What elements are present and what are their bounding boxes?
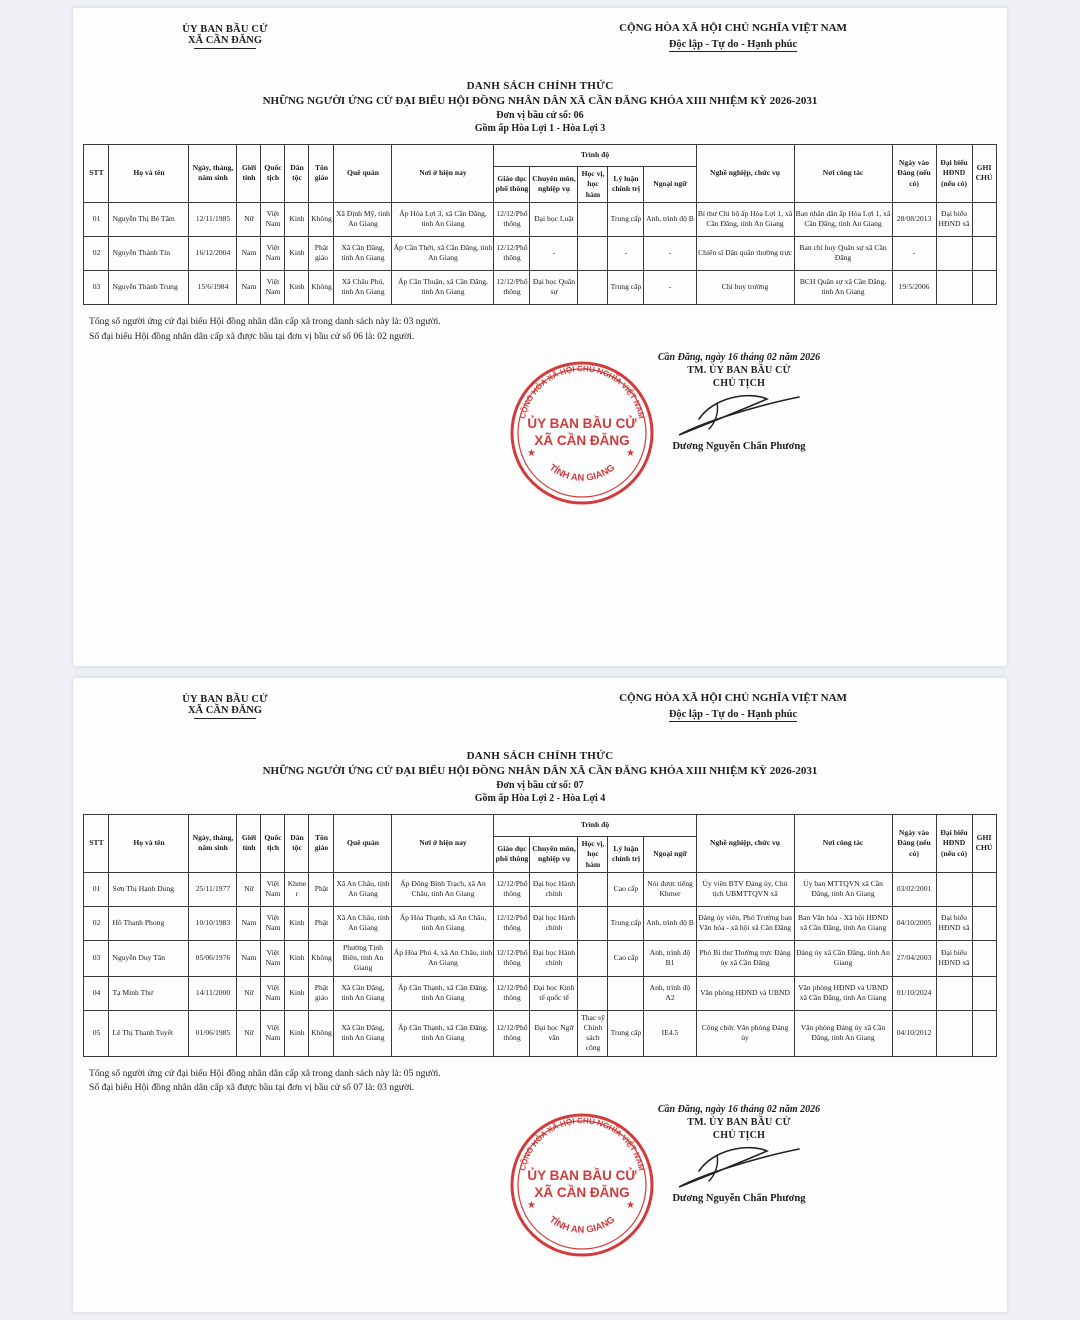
summary-block xyxy=(89,315,1007,345)
doc-title-line1: DANH SÁCH CHÍNH THỨC xyxy=(466,80,614,92)
table-cell: Ấp Hòa Thạnh, xã An Châu, tỉnh An Giang xyxy=(392,906,494,940)
table-cell: 04 xyxy=(84,976,109,1010)
table-cell: Xã Châu Phú, tỉnh An Giang xyxy=(334,270,392,304)
table-cell: 12/11/1985 xyxy=(189,202,237,236)
svg-text:XÃ CẦN ĐĂNG: XÃ CẦN ĐĂNG xyxy=(534,433,630,449)
table-cell: Nguyễn Thị Bé Tâm xyxy=(109,202,189,236)
table-cell: Xã Cần Đăng, tỉnh An Giang xyxy=(334,976,392,1010)
table-cell: 12/12/Phổ thông xyxy=(494,202,530,236)
table-header xyxy=(84,815,996,873)
signature-block xyxy=(518,352,949,485)
table-cell: Trung cấp xyxy=(608,906,644,940)
col-que-quan: Quê quán xyxy=(334,145,392,203)
table-row xyxy=(84,202,996,236)
col-quoc-tich: Quốc tịch xyxy=(261,145,285,203)
table-cell: 03/02/2001 xyxy=(892,872,936,906)
summary-line-total: Tổng số người ứng cử đại biểu Hội đồng nhân dân cấp xã trong danh sách này là: 05 người. xyxy=(89,1067,441,1079)
table-cell: - xyxy=(530,236,578,270)
table-cell: Đại học Quân sự xyxy=(530,270,578,304)
table-cell: Ban Văn hóa - Xã hội HĐND xã Cần Đăng, tỉnh An Giang xyxy=(794,906,892,940)
table-cell: Sơn Thị Hạnh Dung xyxy=(109,872,189,906)
table-cell: Lê Thị Thanh Tuyết xyxy=(109,1010,189,1056)
col-group-trinh-do: Trình độ xyxy=(494,815,696,837)
table-cell: Phật giáo xyxy=(309,236,334,270)
table-cell: Nữ xyxy=(237,976,261,1010)
table-cell: 12/12/Phổ thông xyxy=(494,270,530,304)
table-cell: 01/06/1985 xyxy=(189,1010,237,1056)
table-cell: 04/10/2005 xyxy=(892,906,936,940)
table-cell: Anh, trình độ B1 xyxy=(644,940,696,976)
document-title-block xyxy=(73,750,1007,804)
table-cell: 25/11/1977 xyxy=(189,872,237,906)
svg-text:★: ★ xyxy=(527,448,536,460)
table-cell: Nói được tiếng Khmer xyxy=(644,872,696,906)
table-cell: 04/10/2012 xyxy=(892,1010,936,1056)
table-cell: - xyxy=(644,270,696,304)
doc-title-line2: NHỮNG NGƯỜI ỨNG CỬ ĐẠI BIỂU HỘI ĐỒNG NHÂN DÂN XÃ CẦN ĐĂNG KHÓA XIII NHIỆM KỲ 2026-2031 xyxy=(262,95,818,107)
table-cell xyxy=(578,940,608,976)
election-unit-line: Đơn vị bầu cử số: 06 xyxy=(496,110,584,121)
summary-line-elected: Số đại biểu Hội đồng nhân dân cấp xã được bầu tại đơn vị bầu cử số 06 là: 02 người. xyxy=(89,330,415,342)
handwritten-signature xyxy=(639,389,839,441)
table-cell: Ấp Cần Thới, xã Cần Đăng, tỉnh An Giang xyxy=(392,236,494,270)
table-header xyxy=(84,145,996,203)
table-cell: Khmer xyxy=(285,872,309,906)
table-cell: Kinh xyxy=(285,270,309,304)
table-cell: Thạc sỹ Chính sách công xyxy=(578,1010,608,1056)
table-cell: Nữ xyxy=(237,872,261,906)
table-cell: Nữ xyxy=(237,202,261,236)
national-title: CỘNG HÒA XÃ HỘI CHỦ NGHĨA VIỆT NAM xyxy=(619,692,847,704)
col-ngay-sinh: Ngày, tháng, năm sinh xyxy=(189,145,237,203)
table-cell: Ban chỉ huy Quân sự xã Cần Đăng xyxy=(794,236,892,270)
table-cell: 10/10/1983 xyxy=(189,906,237,940)
table-cell: 12/12/Phổ thông xyxy=(494,1010,530,1056)
table-cell: Đại học Kinh tế quốc tế xyxy=(530,976,578,1010)
table-cell: Việt Nam xyxy=(261,872,285,906)
table-cell: Việt Nam xyxy=(261,976,285,1010)
table-cell xyxy=(972,906,996,940)
col-nghe-nghiep: Nghề nghiệp, chức vụ xyxy=(696,815,794,873)
col-quoc-tich: Quốc tịch xyxy=(261,815,285,873)
table-cell: Phật xyxy=(309,872,334,906)
org-name-line2: XÃ CẦN ĐĂNG xyxy=(187,35,263,46)
table-cell xyxy=(972,872,996,906)
table-cell xyxy=(936,1010,972,1056)
table-cell xyxy=(578,202,608,236)
col-ngay-sinh: Ngày, tháng, năm sinh xyxy=(189,815,237,873)
table-row xyxy=(84,940,996,976)
table-cell xyxy=(972,1010,996,1056)
table-cell: Kinh xyxy=(285,202,309,236)
table-cell: Không xyxy=(309,270,334,304)
svg-text:CỘNG HÒA XÃ HỘI CHỦ NGHĨA VIỆT: CỘNG HÒA XÃ HỘI CHỦ NGHĨA VIỆT NAM xyxy=(518,364,647,421)
table-cell: - xyxy=(644,236,696,270)
table-row xyxy=(84,270,996,304)
table-cell: Trung cấp xyxy=(608,202,644,236)
table-cell xyxy=(972,236,996,270)
svg-text:TỈNH AN GIANG: TỈNH AN GIANG xyxy=(546,462,618,485)
table-cell: 01 xyxy=(84,202,109,236)
table-row xyxy=(84,236,996,270)
sign-tm-line: TM. ỦY BAN BẦU CỬ xyxy=(687,1117,791,1129)
national-title: CỘNG HÒA XÃ HỘI CHỦ NGHĨA VIỆT NAM xyxy=(619,22,847,34)
table-cell: Xã Cần Đăng, tỉnh An Giang xyxy=(334,1010,392,1056)
table-cell xyxy=(578,976,608,1010)
table-cell: Anh, trình độ B xyxy=(644,906,696,940)
sign-title-line: CHỦ TỊCH xyxy=(712,1130,766,1142)
table-cell: 02 xyxy=(84,906,109,940)
table-cell: Nam xyxy=(237,236,261,270)
table-cell: 14/11/2000 xyxy=(189,976,237,1010)
national-motto: Độc lập - Tự do - Hạnh phúc xyxy=(668,709,798,720)
signer-name: Dương Nguyễn Chấn Phương xyxy=(672,1193,806,1205)
table-cell: IE4.5 xyxy=(644,1010,696,1056)
signer-name: Dương Nguyễn Chấn Phương xyxy=(672,441,806,453)
summary-block xyxy=(89,1067,1007,1097)
table-cell xyxy=(972,940,996,976)
table-cell: Nữ xyxy=(237,1010,261,1056)
org-underline xyxy=(194,48,256,49)
doc-title-line2: NHỮNG NGƯỜI ỨNG CỬ ĐẠI BIỂU HỘI ĐỒNG NHÂN DÂN XÃ CẦN ĐĂNG KHÓA XIII NHIỆM KỲ 2026-2031 xyxy=(262,765,818,777)
col-ton-giao: Tôn giáo xyxy=(309,815,334,873)
col-stt: STT xyxy=(84,815,109,873)
col-que-quan: Quê quán xyxy=(334,815,392,873)
document-header xyxy=(73,678,1007,736)
table-cell: Phật xyxy=(309,906,334,940)
svg-text:XÃ CẦN ĐĂNG: XÃ CẦN ĐĂNG xyxy=(534,1185,630,1201)
col-ghi-chu: GHI CHÚ xyxy=(972,815,996,873)
sign-date-line: Cần Đăng, ngày 16 tháng 02 năm 2026 xyxy=(657,1104,821,1116)
table-cell: Chiến sĩ Dân quân thường trực xyxy=(696,236,794,270)
handwritten-signature xyxy=(639,1141,839,1193)
table-cell: Đại học Hành chính xyxy=(530,906,578,940)
summary-line-elected: Số đại biểu Hội đồng nhân dân cấp xã được bầu tại đơn vị bầu cử số 07 là: 03 người. xyxy=(89,1082,415,1094)
table-cell: Ấp Đông Bình Trạch, xã An Châu, tỉnh An Giang xyxy=(392,872,494,906)
table-cell: 01 xyxy=(84,872,109,906)
table-cell: 28/08/2013 xyxy=(892,202,936,236)
official-red-stamp xyxy=(507,1110,657,1260)
table-cell xyxy=(972,976,996,1010)
table-row xyxy=(84,1010,996,1056)
signature-block xyxy=(518,1104,949,1237)
table-cell: Cao cấp xyxy=(608,940,644,976)
table-cell: Anh, trình độ B xyxy=(644,202,696,236)
table-row xyxy=(84,872,996,906)
col-nghe-nghiep: Nghề nghiệp, chức vụ xyxy=(696,145,794,203)
table-cell: 15/6/1984 xyxy=(189,270,237,304)
table-cell: Ấp Cần Thạnh, xã Cần Đăng, tỉnh An Giang xyxy=(392,1010,494,1056)
table-body xyxy=(84,872,996,1056)
col-ly-luan: Lý luận chính trị xyxy=(608,837,644,873)
national-motto: Độc lập - Tự do - Hạnh phúc xyxy=(668,39,798,50)
col-dai-bieu: Đại biểu HĐND (nếu có) xyxy=(936,145,972,203)
table-row xyxy=(84,906,996,940)
col-dan-toc: Dân tộc xyxy=(285,815,309,873)
table-cell: 16/12/2004 xyxy=(189,236,237,270)
document-header xyxy=(73,8,1007,66)
svg-text:TỈNH AN GIANG: TỈNH AN GIANG xyxy=(546,1214,618,1237)
table-cell: Đảng ủy xã Cần Đăng, tỉnh An Giang xyxy=(794,940,892,976)
table-cell: 12/12/Phổ thông xyxy=(494,940,530,976)
table-cell xyxy=(936,872,972,906)
table-cell: Ấp Hòa Phú 4, xã An Châu, tỉnh An Giang xyxy=(392,940,494,976)
table-cell: Việt Nam xyxy=(261,906,285,940)
table-cell: Công chức Văn phòng Đảng ủy xyxy=(696,1010,794,1056)
svg-text:ỦY BAN BẦU CỬ: ỦY BAN BẦU CỬ xyxy=(527,1168,637,1184)
table-cell: Nam xyxy=(237,940,261,976)
table-cell: 12/12/Phổ thông xyxy=(494,872,530,906)
col-group-trinh-do: Trình độ xyxy=(494,145,696,167)
svg-text:★: ★ xyxy=(626,448,635,460)
table-cell xyxy=(578,872,608,906)
table-cell: Nam xyxy=(237,906,261,940)
table-cell: Không xyxy=(309,940,334,976)
col-ngay-vao-dang: Ngày vào Đảng (nếu có) xyxy=(892,145,936,203)
document-page-2 xyxy=(73,678,1007,1312)
table-cell: Kinh xyxy=(285,940,309,976)
table-cell: - xyxy=(892,236,936,270)
doc-title-line1: DANH SÁCH CHÍNH THỨC xyxy=(466,750,614,762)
table-cell: 12/12/Phổ thông xyxy=(494,906,530,940)
col-stt: STT xyxy=(84,145,109,203)
table-cell: Phó Bí thư Thường trực Đảng ủy xã Cần Đăng xyxy=(696,940,794,976)
summary-line-total: Tổng số người ứng cử đại biểu Hội đồng nhân dân cấp xã trong danh sách này là: 03 người. xyxy=(89,315,441,327)
table-cell: 12/12/Phổ thông xyxy=(494,976,530,1010)
table-cell: Ấp Cần Thuận, xã Cần Đăng, tỉnh An Giang xyxy=(392,270,494,304)
official-red-stamp xyxy=(507,358,657,508)
col-noi-cong-tac: Nơi công tác xyxy=(794,145,892,203)
table-cell: Văn phòng HĐND và UBND xyxy=(696,976,794,1010)
table-cell: - xyxy=(608,236,644,270)
col-gioi-tinh: Giới tính xyxy=(237,815,261,873)
col-noi-o: Nơi ở hiện nay xyxy=(392,145,494,203)
col-ho-ten: Họ và tên xyxy=(109,815,189,873)
table-cell: Cao cấp xyxy=(608,872,644,906)
table-cell xyxy=(936,976,972,1010)
national-motto-block xyxy=(503,692,963,722)
table-cell: Anh, trình độ A2 xyxy=(644,976,696,1010)
table-cell xyxy=(608,976,644,1010)
table-cell: Đảng ủy viên, Phó Trưởng ban Văn hóa - xã hội xã Cần Đăng xyxy=(696,906,794,940)
col-hoc-vi: Học vị, học hàm xyxy=(578,167,608,203)
table-cell xyxy=(936,270,972,304)
table-cell: Đại biểu HĐND xã xyxy=(936,906,972,940)
col-noi-o: Nơi ở hiện nay xyxy=(392,815,494,873)
table-cell: BCH Quân sự xã Cần Đăng, tỉnh An Giang xyxy=(794,270,892,304)
col-ngay-vao-dang: Ngày vào Đảng (nếu có) xyxy=(892,815,936,873)
hamlets-line: Gồm ấp Hòa Lợi 2 - Hòa Lợi 4 xyxy=(474,793,606,804)
table-body xyxy=(84,202,996,304)
table-cell: 12/12/Phổ thông xyxy=(494,236,530,270)
table-cell xyxy=(972,202,996,236)
table-cell: Đại học Hành chính xyxy=(530,940,578,976)
table-cell: 02 xyxy=(84,236,109,270)
org-underline xyxy=(194,718,256,719)
table-cell: Đại biểu HĐND xã xyxy=(936,940,972,976)
table-cell: Hồ Thanh Phong xyxy=(109,906,189,940)
col-gd-pt: Giáo dục phổ thông xyxy=(494,167,530,203)
document-title-block xyxy=(73,80,1007,134)
issuing-org-block xyxy=(135,24,315,49)
table-cell: 03 xyxy=(84,940,109,976)
sign-title-line: CHỦ TỊCH xyxy=(712,378,766,390)
table-row xyxy=(84,976,996,1010)
col-ghi-chu: GHI CHÚ xyxy=(972,145,996,203)
col-chuyen-mon: Chuyên môn, nghiệp vụ xyxy=(530,167,578,203)
table-cell: Ấp Hòa Lợi 3, xã Cần Đăng, tỉnh An Giang xyxy=(392,202,494,236)
table-cell: Không xyxy=(309,202,334,236)
table-cell: Kinh xyxy=(285,906,309,940)
table-cell: 05/06/1976 xyxy=(189,940,237,976)
org-name-line1: ỦY BAN BẦU CỬ xyxy=(182,24,268,35)
table-cell: Ủy ban MTTQVN xã Cần Đăng, tỉnh An Giang xyxy=(794,872,892,906)
table-cell: 03 xyxy=(84,270,109,304)
hamlets-line: Gồm ấp Hòa Lợi 1 - Hòa Lợi 3 xyxy=(474,123,606,134)
candidate-table xyxy=(83,144,996,305)
table-cell: 27/04/2003 xyxy=(892,940,936,976)
candidate-table xyxy=(83,814,996,1057)
table-cell: Việt Nam xyxy=(261,270,285,304)
table-cell: Xã An Châu, tỉnh An Giang xyxy=(334,872,392,906)
table-cell: Tạ Minh Thư xyxy=(109,976,189,1010)
table-cell: Chỉ huy trưởng xyxy=(696,270,794,304)
table-cell xyxy=(972,270,996,304)
table-cell: Nguyễn Duy Tân xyxy=(109,940,189,976)
table-cell: Nguyễn Thành Trung xyxy=(109,270,189,304)
table-cell: Nam xyxy=(237,270,261,304)
svg-text:CỘNG HÒA XÃ HỘI CHỦ NGHĨA VIỆT: CỘNG HÒA XÃ HỘI CHỦ NGHĨA VIỆT NAM xyxy=(518,1116,647,1172)
table-cell: Trung cấp xyxy=(608,1010,644,1056)
table-cell xyxy=(936,236,972,270)
col-chuyen-mon: Chuyên môn, nghiệp vụ xyxy=(530,837,578,873)
table-cell: Xã Định Mỹ, tỉnh An Giang xyxy=(334,202,392,236)
table-cell: Việt Nam xyxy=(261,940,285,976)
table-cell: Văn phòng Đảng ủy xã Cần Đăng, tỉnh An Giang xyxy=(794,1010,892,1056)
table-cell: Xã Cần Đăng, tỉnh An Giang xyxy=(334,236,392,270)
table-cell: Việt Nam xyxy=(261,236,285,270)
table-cell: Ấp Cần Thạnh, xã Cần Đăng, tỉnh An Giang xyxy=(392,976,494,1010)
table-cell: Xã An Châu, tỉnh An Giang xyxy=(334,906,392,940)
election-unit-line: Đơn vị bầu cử số: 07 xyxy=(496,780,584,791)
table-cell: Đại học Luật xyxy=(530,202,578,236)
col-noi-cong-tac: Nơi công tác xyxy=(794,815,892,873)
table-cell: Trung cấp xyxy=(608,270,644,304)
col-ngoai-ngu: Ngoại ngữ xyxy=(644,167,696,203)
table-cell: Kinh xyxy=(285,236,309,270)
table-cell: 05 xyxy=(84,1010,109,1056)
table-cell: Phật giáo xyxy=(309,976,334,1010)
table-cell: Phường Tịnh Biên, tỉnh An Giang xyxy=(334,940,392,976)
sign-date-line: Cần Đăng, ngày 16 tháng 02 năm 2026 xyxy=(657,352,821,364)
table-cell: Đại học Hành chính xyxy=(530,872,578,906)
table-cell: Việt Nam xyxy=(261,202,285,236)
table-cell: 01/10/2024 xyxy=(892,976,936,1010)
sign-tm-line: TM. ỦY BAN BẦU CỬ xyxy=(687,365,791,377)
col-ton-giao: Tôn giáo xyxy=(309,145,334,203)
table-cell: Ban nhân dân ấp Hòa Lợi 1, xã Cần Đăng, tỉnh An Giang xyxy=(794,202,892,236)
org-name-line2: XÃ CẦN ĐĂNG xyxy=(187,705,263,716)
svg-text:★: ★ xyxy=(527,1200,536,1212)
col-ly-luan: Lý luận chính trị xyxy=(608,167,644,203)
col-dai-bieu: Đại biểu HĐND (nếu có) xyxy=(936,815,972,873)
col-dan-toc: Dân tộc xyxy=(285,145,309,203)
issuing-org-block xyxy=(135,694,315,719)
table-cell: Đại học Ngữ văn xyxy=(530,1010,578,1056)
col-ho-ten: Họ và tên xyxy=(109,145,189,203)
table-cell: Ủy viên BTV Đảng ủy, Chủ tịch UBMTTQVN xã xyxy=(696,872,794,906)
table-cell: Văn phòng HĐND và UBND xã Cần Đăng, tỉnh An Giang xyxy=(794,976,892,1010)
table-cell xyxy=(578,906,608,940)
org-name-line1: ỦY BAN BẦU CỬ xyxy=(182,694,268,705)
table-cell: Không xyxy=(309,1010,334,1056)
svg-text:ỦY BAN BẦU CỬ: ỦY BAN BẦU CỬ xyxy=(527,416,637,432)
table-cell: Đại biểu HĐND xã xyxy=(936,202,972,236)
col-hoc-vi: Học vị, học hàm xyxy=(578,837,608,873)
table-cell: Nguyễn Thành Tín xyxy=(109,236,189,270)
table-cell: Kinh xyxy=(285,976,309,1010)
col-gioi-tinh: Giới tính xyxy=(237,145,261,203)
table-cell: Kinh xyxy=(285,1010,309,1056)
table-cell: Việt Nam xyxy=(261,1010,285,1056)
table-cell xyxy=(578,270,608,304)
svg-text:★: ★ xyxy=(626,1200,635,1212)
table-cell xyxy=(578,236,608,270)
table-cell: Bí thư Chi bộ ấp Hòa Lợi 1, xã Cần Đăng, tỉnh An Giang xyxy=(696,202,794,236)
document-page-1 xyxy=(73,8,1007,666)
col-ngoai-ngu: Ngoại ngữ xyxy=(644,837,696,873)
col-gd-pt: Giáo dục phổ thông xyxy=(494,837,530,873)
national-motto-block xyxy=(503,22,963,52)
table-cell: 19/5/2006 xyxy=(892,270,936,304)
